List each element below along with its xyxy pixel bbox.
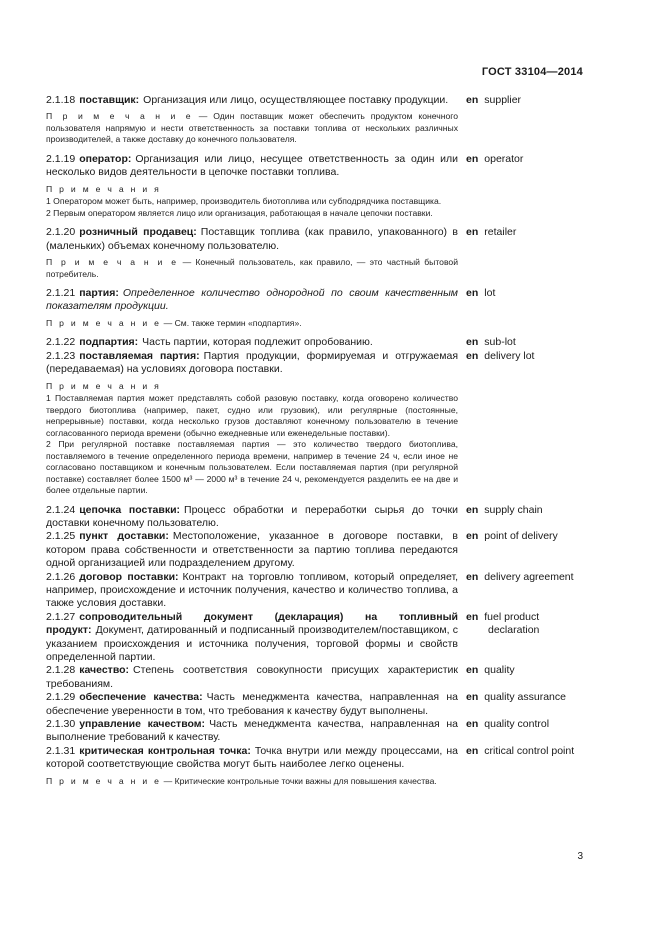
term-name: розничный продавец: <box>79 226 197 239</box>
term-entry <box>46 530 586 570</box>
english-equivalent <box>466 226 586 253</box>
lang-code: en <box>466 664 479 677</box>
term-entry <box>46 226 586 253</box>
english-term-continued: declaration <box>488 624 540 637</box>
term-definition: Организация или лицо, осуществляющее поставку продукции. <box>143 94 449 106</box>
lang-code: en <box>466 718 479 731</box>
note <box>46 318 458 330</box>
term-number: 2.1.26 <box>46 570 76 583</box>
definition <box>46 664 458 691</box>
term-name: поставляемая партия: <box>79 349 200 362</box>
term-number: 2.1.18 <box>46 94 76 106</box>
term-number: 2.1.23 <box>46 349 76 362</box>
english-equivalent <box>466 664 586 691</box>
note-text: — Критические контрольные точки важны для повышения качества. <box>161 775 437 786</box>
definition <box>46 336 458 349</box>
english-equivalent <box>466 718 586 745</box>
english-term: lot <box>484 287 496 300</box>
term-definition: Точка внутри или между процессами, на которой соответствующие свойства могут быть наиболее легко оценены. <box>46 744 458 771</box>
note-text: — Конечный пользователь, как правило, — это частный бытовой потребитель. <box>46 257 459 279</box>
note-label: П р и м е ч а н и е <box>46 775 162 786</box>
term-definition: Часть менеджмента качества, направленная на обеспечение уверенности в том, что требования к качеству будут выполнены. <box>46 691 458 717</box>
term-name: качество: <box>79 664 130 677</box>
term-entry <box>46 611 586 665</box>
page-number: 3 <box>577 851 583 862</box>
english-equivalent <box>466 745 586 772</box>
term-number: 2.1.30 <box>46 718 76 731</box>
lang-code: en <box>466 570 479 583</box>
term-entry <box>46 504 586 531</box>
note <box>46 257 458 280</box>
note-text: — Один поставщик может обеспечить продуктом конечного пользователя напрямую и нести ответственность за поставки топлива от нескольких различных производителей, а также доставку до конечного пользователя. <box>46 111 458 145</box>
definition <box>46 571 458 611</box>
definition <box>46 691 458 718</box>
notes <box>46 381 458 497</box>
english-equivalent <box>466 611 586 665</box>
notes-title: П р и м е ч а н и я <box>46 380 162 391</box>
lang-code: en <box>466 610 479 623</box>
lang-code: en <box>466 349 479 362</box>
english-equivalent <box>466 571 586 611</box>
lang-code: en <box>466 691 479 704</box>
term-entry <box>46 745 586 772</box>
notes-title: П р и м е ч а н и я <box>46 183 162 194</box>
term-name: партия: <box>79 287 119 300</box>
note-label: П р и м е ч а н и е <box>46 257 179 268</box>
english-term: quality <box>484 664 515 677</box>
term-definition: Часть менеджмента качества, направленная на выполнение требований к качеству. <box>46 718 458 744</box>
term-entry <box>46 287 586 314</box>
english-term: critical control point <box>484 744 575 757</box>
term-definition: Степень соответствия совокупности присущих характеристик требованиям. <box>46 664 458 690</box>
term-number: 2.1.31 <box>46 744 76 757</box>
english-equivalent <box>466 350 586 377</box>
definition <box>46 287 458 314</box>
definition <box>46 350 458 377</box>
lang-code: en <box>466 503 479 516</box>
english-equivalent <box>466 336 586 349</box>
english-equivalent <box>466 153 586 180</box>
terms-list <box>46 94 586 787</box>
definition <box>46 611 458 665</box>
term-entry <box>46 718 586 745</box>
definition <box>46 226 458 253</box>
term-name: критическая контрольная точка: <box>79 744 251 757</box>
term-name: пункт доставки: <box>79 530 169 543</box>
term-name: договор поставки: <box>79 570 179 583</box>
definition <box>46 530 458 570</box>
term-number: 2.1.28 <box>46 664 76 677</box>
note-text: — См. также термин «подпартия». <box>161 317 302 328</box>
english-equivalent <box>466 504 586 531</box>
term-entry <box>46 336 586 349</box>
english-equivalent <box>466 94 586 107</box>
definition <box>46 504 458 531</box>
definition <box>46 153 458 180</box>
term-name: оператор: <box>79 152 132 165</box>
english-equivalent <box>466 691 586 718</box>
note-label: П р и м е ч а н и е <box>46 317 162 328</box>
note-item: 2 Первым оператором является лицо или организация, работающая в начале цепочки поставки. <box>46 207 433 218</box>
term-number: 2.1.20 <box>46 226 76 239</box>
english-term: fuel product <box>484 610 540 623</box>
note-item: 1 Оператором может быть, например, производитель биотоплива или субподрядчика поставщика. <box>46 196 442 207</box>
english-term: retailer <box>484 226 517 239</box>
term-definition: Процесс обработки и переработки сырья до точки доставки конечному пользователю. <box>46 503 458 529</box>
term-definition: Контракт на торговлю топливом, который определяет, например, происхождение и источник получения, качество и количество топлива, а также условия доставки. <box>46 570 459 610</box>
term-definition: Часть партии, которая подлежит опробованию. <box>142 336 373 349</box>
term-number: 2.1.19 <box>46 152 76 165</box>
term-entry <box>46 350 586 377</box>
lang-code: en <box>466 94 479 106</box>
term-definition: Поставщик топлива (как правило, упакованного) в (маленьких) объемах конечному пользователю. <box>46 226 458 252</box>
english-term: quality control <box>484 718 550 731</box>
note-label: П р и м е ч а н и е <box>46 111 193 122</box>
english-term: delivery agreement <box>484 570 574 583</box>
lang-code: en <box>466 530 479 543</box>
term-name: поставщик: <box>79 94 140 106</box>
term-definition: Местоположение, указанное в договоре поставки, в котором права собственности и ответственности за партию топлива передаются одной организацией или подразделением другому. <box>46 530 458 570</box>
notes <box>46 184 458 220</box>
term-name: обеспечение качества: <box>79 691 203 704</box>
term-entry <box>46 664 586 691</box>
lang-code: en <box>466 287 479 300</box>
english-term: delivery lot <box>484 349 535 362</box>
definition <box>46 745 458 772</box>
term-entry <box>46 153 586 180</box>
term-definition: Партия продукции, формируемая и отгружаемая (передаваемая) на условиях договора поставки. <box>46 349 459 376</box>
term-number: 2.1.21 <box>46 287 76 300</box>
page-header: ГОСТ 33104—2014 <box>481 66 583 78</box>
definition <box>46 718 458 745</box>
term-entry <box>46 571 586 611</box>
english-term: operator <box>484 152 524 165</box>
term-number: 2.1.24 <box>46 503 76 516</box>
note <box>46 776 458 788</box>
english-term: supply chain <box>484 503 543 516</box>
term-number: 2.1.29 <box>46 691 76 704</box>
note-item: 2 При регулярной поставке поставляемая партия — это количество твердого биотоплива, поставляемого в течение определенного периода времени, например в течение 24 ч, если иное не согласовано поставщиком и конечным пользователем. Если поставляемая партия (при регулярной поставке) составляет более 1500 м³ — 2000 м³ в течение 24 ч, рекомендуется разделить ее на две и более отдельные партии. <box>46 439 458 496</box>
term-name: сопроводительный документ (декларация) на топливный продукт: <box>46 610 458 637</box>
lang-code: en <box>466 336 479 349</box>
english-term: point of delivery <box>484 530 558 543</box>
term-definition: Документ, датированный и подписанный производителем/поставщиком, с указанием происхождения и источника получения, торговой формы и свойств определенной партии. <box>46 624 458 664</box>
lang-code: en <box>466 744 479 757</box>
term-name: цепочка поставки: <box>79 503 181 516</box>
term-number: 2.1.27 <box>46 610 76 623</box>
english-equivalent <box>466 530 586 570</box>
term-definition: Организация или лицо, несущее ответственность за один или несколько видов деятельности в цепочке поставки топлива. <box>46 152 458 179</box>
term-name: подпартия: <box>79 336 139 349</box>
term-number: 2.1.25 <box>46 530 76 543</box>
lang-code: en <box>466 152 479 165</box>
english-term: supplier <box>484 94 522 106</box>
term-number: 2.1.22 <box>46 336 76 349</box>
note-item: 1 Поставляемая партия может представлять собой разовую поставку, когда оговорено количество твердого биотоплива (например, пакет, судно или грузовик), или регулярные (постоянные, непрерывные) поставки, когда несколько грузов доставляют конечному пользователю в течение согласованного периода времени (обычно ежедневные или еженедельные поставки). <box>46 393 458 438</box>
term-entry <box>46 94 586 107</box>
term-name: управление качеством: <box>79 718 206 731</box>
note <box>46 111 458 146</box>
term-definition: Определенное количество однородной по своим качественным показателям продукции. <box>46 287 458 313</box>
definition <box>46 94 458 107</box>
english-term: quality assurance <box>484 691 566 704</box>
english-equivalent <box>466 287 586 314</box>
term-entry <box>46 691 586 718</box>
english-term: sub-lot <box>484 336 516 349</box>
lang-code: en <box>466 226 479 239</box>
